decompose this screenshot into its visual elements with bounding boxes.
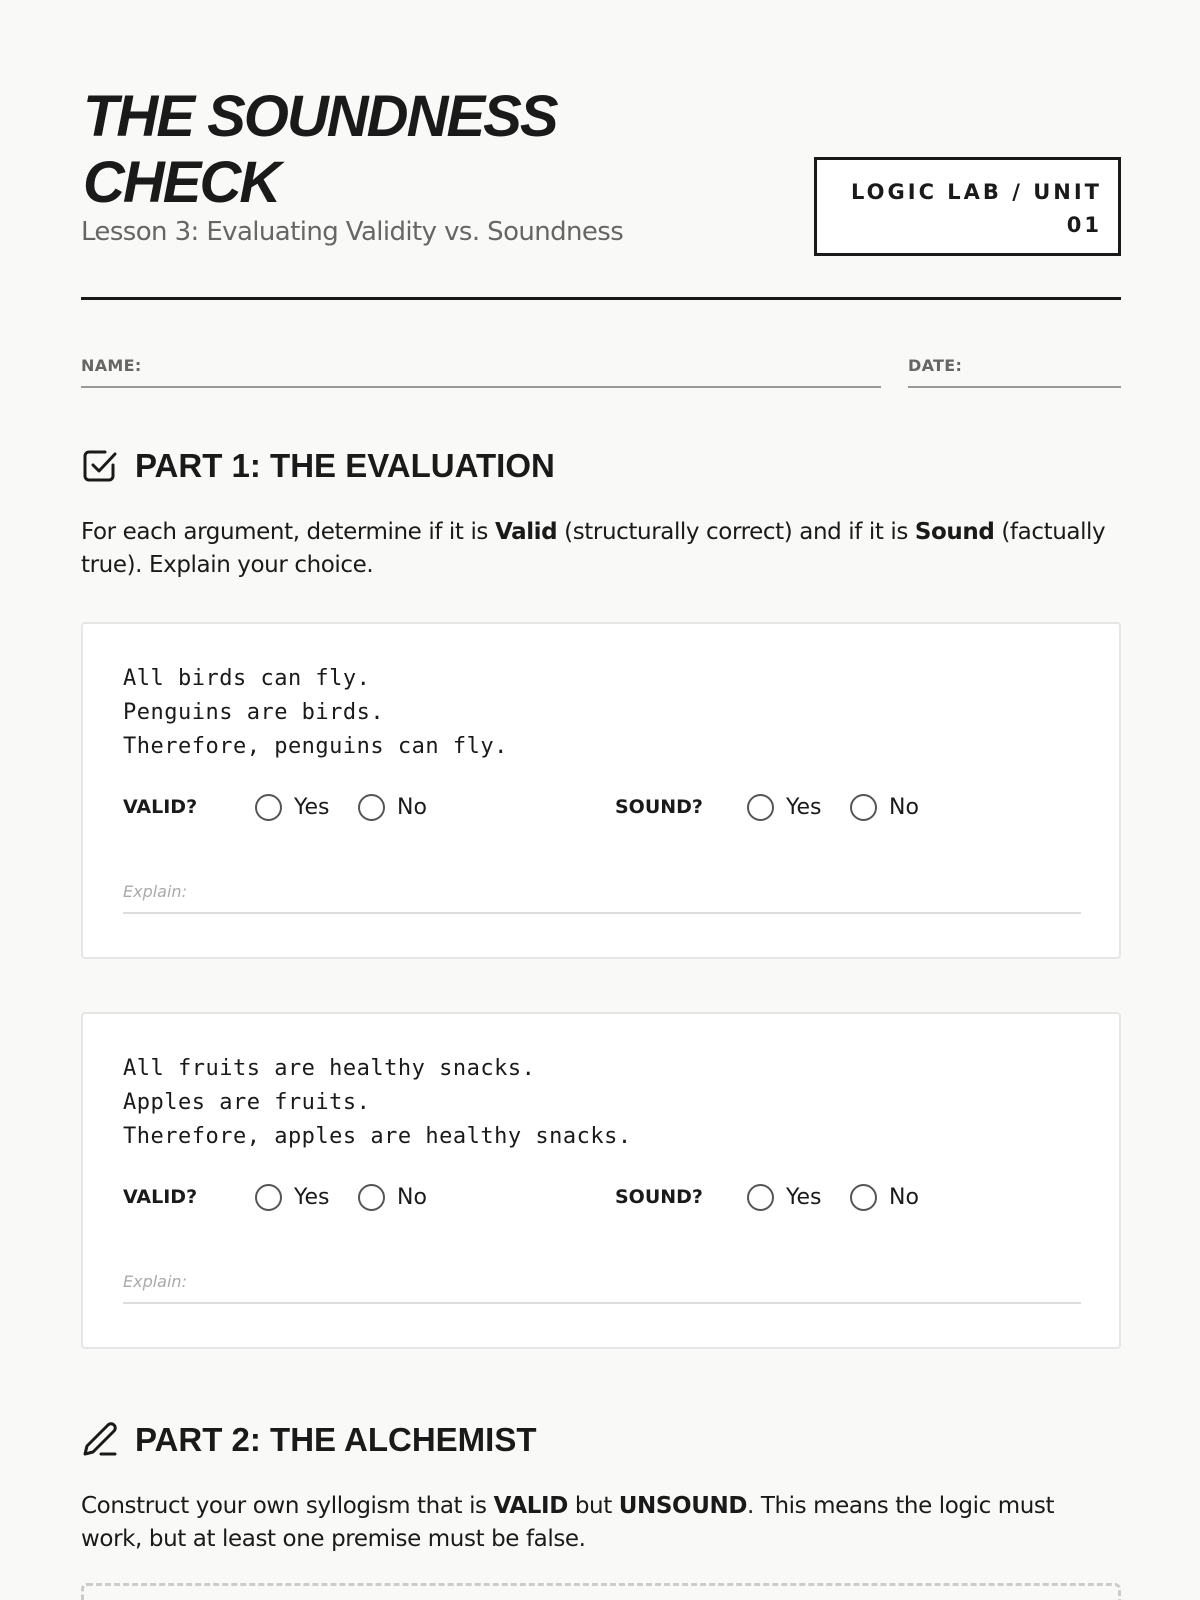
date-field-label: DATE: [908, 356, 963, 375]
sound-yes-radio[interactable] [747, 792, 822, 822]
part1-title: PART 1: THE EVALUATION [135, 447, 555, 484]
valid-yes-radio[interactable] [255, 792, 330, 822]
radio-label: No [889, 1184, 919, 1210]
page-title: THE SOUNDNESS CHECK [83, 84, 557, 215]
sound-label: SOUND? [615, 796, 703, 818]
radio-circle[interactable] [850, 1184, 877, 1211]
part1-heading [81, 444, 555, 488]
part2-instructions: Construct your own syllogism that is VALID but UNSOUND. This means the logic must work, but at least one premise must be false. [81, 1493, 1055, 1552]
argument-card [81, 1012, 1121, 1349]
valid-no-radio[interactable] [358, 1182, 427, 1212]
explain-field[interactable] [123, 1272, 1081, 1304]
part2-title: PART 2: THE ALCHEMIST [135, 1421, 537, 1458]
checkbox-icon [81, 447, 119, 485]
valid-label: VALID? [123, 796, 198, 818]
valid-no-radio[interactable] [358, 792, 427, 822]
sound-no-radio[interactable] [850, 1182, 919, 1212]
radio-label: Yes [294, 1184, 330, 1210]
unit-badge [814, 157, 1121, 256]
sound-no-radio[interactable] [850, 792, 919, 822]
radio-circle[interactable] [358, 794, 385, 821]
radio-circle[interactable] [747, 1184, 774, 1211]
part2-heading [81, 1418, 537, 1462]
premise-line: Penguins are birds. [123, 700, 385, 725]
radio-circle[interactable] [255, 794, 282, 821]
radio-label: Yes [786, 794, 822, 820]
valid-yes-radio[interactable] [255, 1182, 330, 1212]
premise-line: Apples are fruits. [123, 1090, 371, 1115]
conclusion-line: Therefore, apples are healthy snacks. [123, 1124, 632, 1149]
explain-label: Explain: [123, 882, 187, 901]
pencil-icon [81, 1421, 119, 1459]
radio-label: Yes [786, 1184, 822, 1210]
premise-line: All fruits are healthy snacks. [123, 1056, 536, 1081]
radio-circle[interactable] [358, 1184, 385, 1211]
date-field[interactable] [908, 356, 1121, 388]
argument-text [123, 1052, 632, 1154]
argument-text [123, 662, 508, 764]
unit-badge-line2: 01 [1066, 213, 1102, 237]
sound-yes-radio[interactable] [747, 1182, 822, 1212]
name-field[interactable] [81, 356, 881, 388]
part1-instructions: For each argument, determine if it is Valid (structurally correct) and if it is Sound (factually true). Explain your choice. [81, 519, 1106, 578]
radio-label: No [889, 794, 919, 820]
page-subtitle: Lesson 3: Evaluating Validity vs. Soundness [81, 217, 624, 247]
radio-label: No [397, 1184, 427, 1210]
unit-badge-line1: LOGIC LAB / UNIT [851, 180, 1102, 204]
explain-field[interactable] [123, 882, 1081, 914]
argument-card [81, 622, 1121, 959]
worksheet-header [81, 84, 1121, 300]
worksheet-page [81, 0, 1121, 1600]
radio-label: Yes [294, 794, 330, 820]
radio-label: No [397, 794, 427, 820]
radio-circle[interactable] [255, 1184, 282, 1211]
sound-label: SOUND? [615, 1186, 703, 1208]
premise-line: All birds can fly. [123, 666, 371, 691]
name-field-label: NAME: [81, 356, 142, 375]
explain-label: Explain: [123, 1272, 187, 1291]
valid-label: VALID? [123, 1186, 198, 1208]
radio-circle[interactable] [850, 794, 877, 821]
conclusion-line: Therefore, penguins can fly. [123, 734, 508, 759]
header-divider [81, 297, 1121, 300]
radio-circle[interactable] [747, 794, 774, 821]
syllogism-answer-box[interactable] [81, 1583, 1121, 1600]
